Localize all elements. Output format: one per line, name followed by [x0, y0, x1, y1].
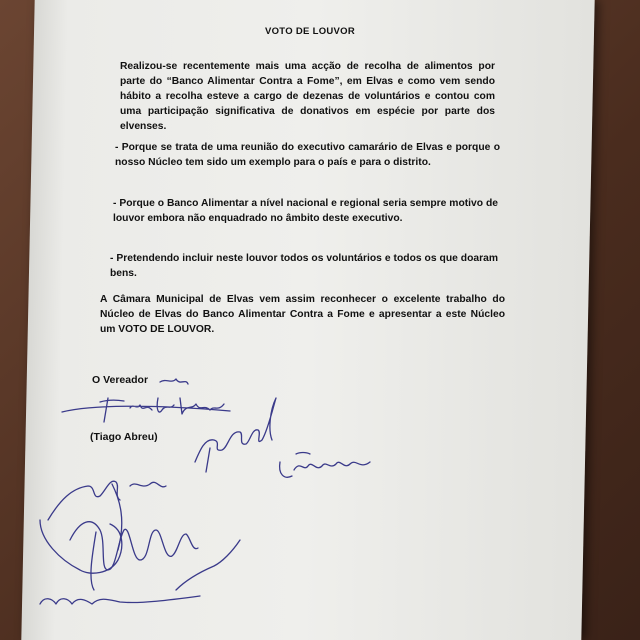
paragraph-2: - Porque se trata de uma reunião do executivo camarário de Elvas e porque o nosso Núcleo tem sido um exemplo para o país e para o distrito.	[115, 142, 500, 168]
paragraph-4: - Pretendendo incluir neste louvor todos os voluntários e todos os que doaram bens.	[110, 253, 498, 279]
signature-flourish-vereador	[160, 379, 188, 384]
signature-3	[280, 453, 370, 478]
paragraph-3: - Porque o Banco Alimentar a nível nacional e regional seria sempre motivo de louvor embora não enquadrado no âmbito deste executivo.	[113, 198, 498, 224]
paragraph-1: Realizou-se recentemente mais uma acção de recolha de alimentos por parte do “Banco Alimentar Contra a Fome”, em Elvas e como vem sendo hábito a recolha esteve a cargo de dezenas de voluntários e contou com uma participação significativa de donativos em espécie por parte dos elvenses.	[120, 61, 495, 132]
signatory-name: (Tiago Abreu)	[90, 431, 158, 443]
signature-6	[40, 540, 240, 604]
signature-tiago-abreu	[62, 398, 230, 422]
document-title: VOTO DE LOUVOR	[264, 26, 356, 37]
signatory-label: O Vereador	[92, 374, 149, 386]
paragraph-5: A Câmara Municipal de Elvas vem assim reconhecer o excelente trabalho do Núcleo de Elvas do Banco Alimentar Contra a Fome e apresentar a este Núcleo um VOTO DE LOUVOR.	[100, 294, 505, 335]
signature-5	[70, 522, 198, 590]
